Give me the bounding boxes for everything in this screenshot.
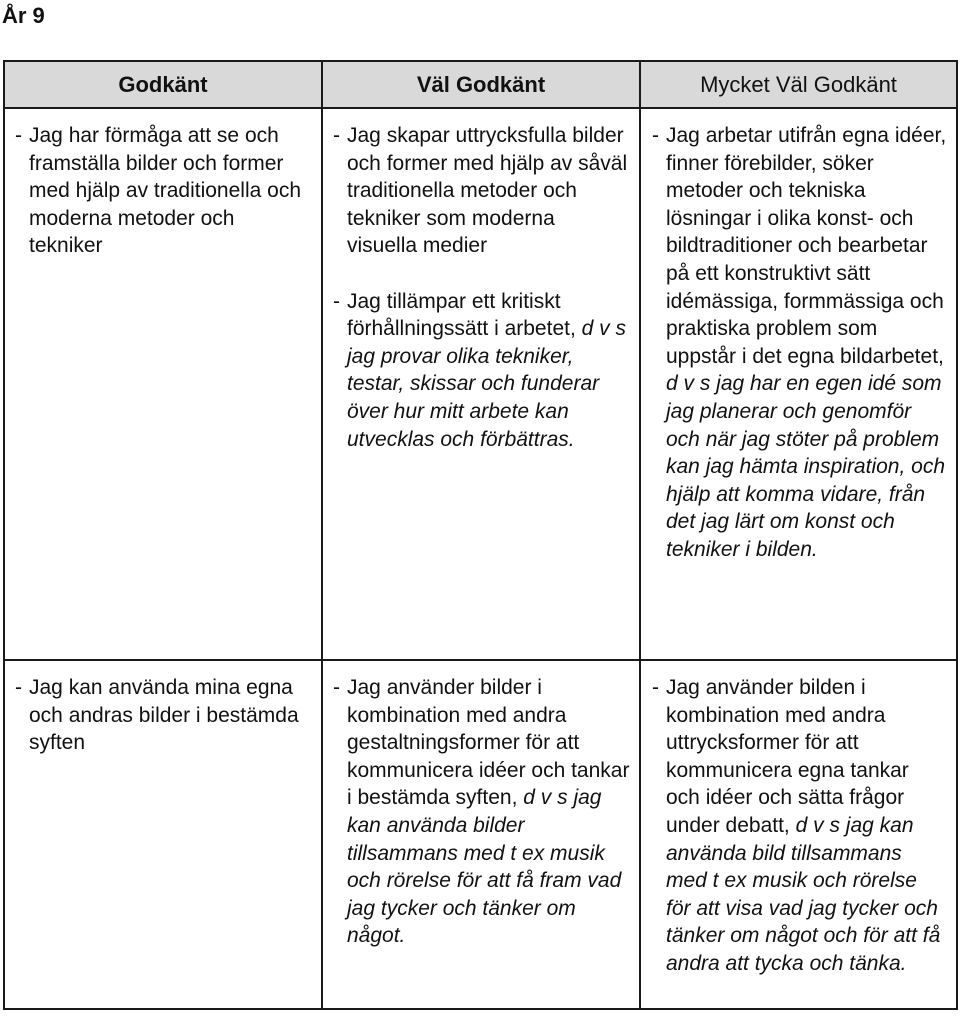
bullet-dash: - <box>652 676 659 699</box>
criterion-item <box>333 674 630 950</box>
criterion-example-text: d v s jag kan använda bilder tillsammans med t ex musik och rörelse för att få fram vad jag tycker och tänker om något. <box>347 786 622 948</box>
cell-godkant <box>4 660 322 1009</box>
criterion-example-text: d v s jag har en egen idé som jag planerar och genomför och när jag stöter på problem kan jag hämta inspiration, och hjälp att komma vidare, från det jag lärt om konst och tekniker i bilden. <box>666 372 945 561</box>
criterion-item <box>652 674 947 978</box>
criterion-text: Jag arbetar utifrån egna idéer, finner förebilder, söker metoder och tekniska lösningar i olika konst- och bildtraditioner och bearbetar på ett konstruktivt sätt idémässiga, formmässiga och praktiska problem som uppstår i det egna bildarbetet, <box>666 124 947 368</box>
criterion-text: Jag använder bilder i kombination med andra gestaltningsformer för att kommunicera idéer och tankar i bestämda syften, <box>347 676 630 810</box>
criterion-text: Jag skapar uttrycksfulla bilder och former med hjälp av såväl traditionella metoder och tekniker som moderna visuella medier <box>347 124 628 258</box>
table-row <box>4 108 957 660</box>
cell-mycket-val-godkant <box>640 108 957 660</box>
criterion-example-text: d v s jag provar olika tekniker, testar, skissar och funderar över hur mitt arbete kan utvecklas och förbättras. <box>347 317 626 451</box>
criterion-item <box>333 122 630 260</box>
cell-godkant <box>4 108 322 660</box>
header-mycket-val-godkant: Mycket Väl Godkänt <box>640 61 957 108</box>
criterion-item <box>652 122 947 564</box>
table-row <box>4 660 957 1009</box>
grading-criteria-table <box>3 60 958 1010</box>
header-godkant: Godkänt <box>4 61 322 108</box>
bullet-dash: - <box>333 289 340 313</box>
criterion-text: Jag använder bilden i kombination med andra uttrycksformer för att kommunicera egna tankar och idéer och sätta frågor under debatt, <box>666 676 909 837</box>
criterion-example-text: d v s jag kan använda bild tillsammans med t ex musik och rörelse för att visa vad jag tycker och tänker om något och för att få andra att tycka och tänka. <box>666 813 941 975</box>
cell-mycket-val-godkant <box>640 660 957 1009</box>
bullet-dash: - <box>15 676 22 699</box>
header-row <box>4 61 957 108</box>
page-title: År 9 <box>2 3 45 28</box>
cell-val-godkant <box>322 660 640 1009</box>
header-val-godkant: Väl Godkänt <box>322 61 640 108</box>
bullet-dash: - <box>333 676 340 699</box>
criterion-item <box>333 288 630 454</box>
cell-val-godkant <box>322 108 640 660</box>
bullet-dash: - <box>15 124 22 147</box>
bullet-dash: - <box>652 124 659 147</box>
criterion-text: Jag kan använda mina egna och andras bilder i bestämda syften <box>29 676 299 755</box>
criterion-item <box>15 122 312 260</box>
criterion-item <box>15 674 312 757</box>
criterion-text: Jag tillämpar ett kritiskt förhållningssätt i arbetet, <box>347 289 576 341</box>
criterion-text: Jag har förmåga att se och framställa bilder och former med hjälp av traditionella och moderna metoder och tekniker <box>29 124 301 258</box>
bullet-dash: - <box>333 124 340 147</box>
